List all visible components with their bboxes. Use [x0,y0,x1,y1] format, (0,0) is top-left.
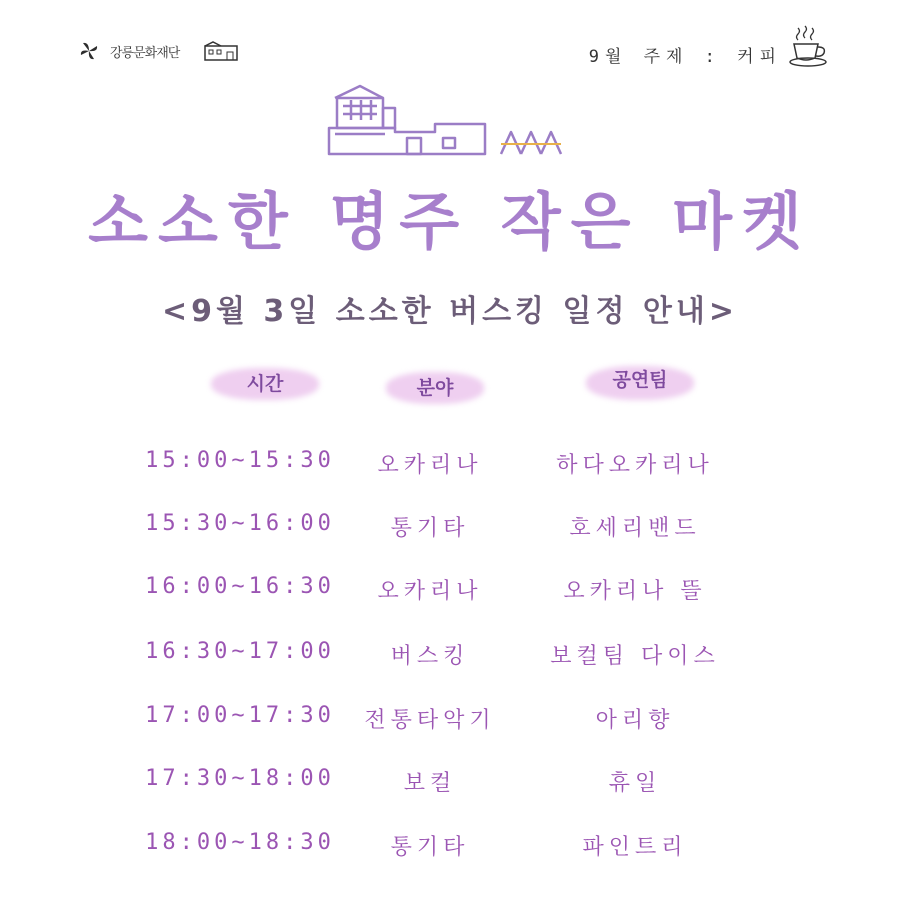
theme-label-area [589,22,834,68]
org-name: 강릉문화재단 [110,45,180,61]
table-row [0,830,900,870]
row-field: 보컬 [403,771,457,796]
table-row [0,511,900,551]
row-time: 17:30~18:00 [145,766,335,791]
table-row [0,703,900,743]
row-team: 호세리밴드 [569,516,701,541]
row-team: 오카리나 뜰 [563,579,707,604]
row-field: 통기타 [390,835,470,860]
row-team: 보컬팀 다이스 [550,644,720,669]
page-subtitle: <9월 3일 소소한 버스킹 일정 안내> [161,294,738,329]
header-team [580,360,700,400]
row-field: 전통타악기 [364,708,496,733]
table-row [0,639,900,679]
row-time: 15:00~15:30 [145,448,335,473]
row-time: 17:00~17:30 [145,703,335,728]
table-row [0,574,900,614]
pinwheel-logo-icon [78,40,100,62]
page-title: 소소한 명주 작은 마켓 [88,185,812,258]
building-logo-icon [203,40,239,62]
table-row [0,766,900,806]
row-time: 18:00~18:30 [145,830,335,855]
header-field [380,368,490,408]
header-time [205,364,325,404]
theme-label: 9월 주제 : 커피 [588,46,782,67]
building-illustration [325,80,565,160]
row-team: 파인트리 [582,835,688,860]
header-field-label: 분야 [416,377,454,399]
row-field: 오카리나 [377,453,483,478]
row-field: 통기타 [390,516,470,541]
row-team: 휴일 [608,771,662,796]
table-row [0,448,900,488]
header-time-label: 시간 [246,373,284,395]
logo-area [78,40,239,62]
row-time: 16:30~17:00 [145,639,335,664]
row-time: 16:00~16:30 [145,574,335,599]
row-team: 하다오카리나 [556,453,714,478]
row-team: 아리향 [595,708,675,733]
row-field: 오카리나 [377,579,483,604]
coffee-cup-icon [788,22,834,68]
header-team-label: 공연팀 [612,369,668,391]
row-field: 버스킹 [390,644,470,669]
row-time: 15:30~16:00 [145,511,335,536]
